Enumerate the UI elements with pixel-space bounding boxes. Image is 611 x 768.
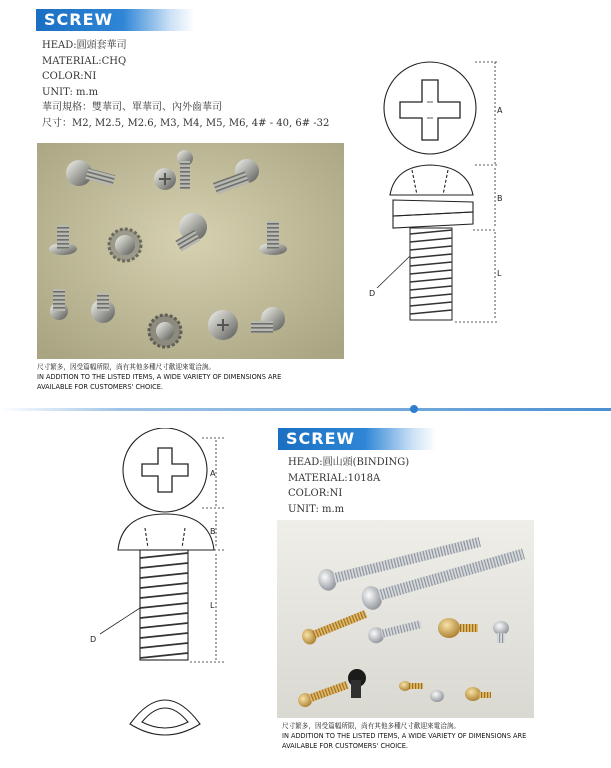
spec-washer: 華司規格：雙華司、單華司、內外齒華司 [42, 102, 222, 113]
spec2-color: COLOR:NI [288, 488, 343, 499]
section1-product-photo [37, 143, 344, 359]
caption2-en-line1: IN ADDITION TO THE LISTED ITEMS, A WIDE VARIETY OF DIMENSIONS ARE [282, 732, 527, 740]
section1-badge-label: SCREW [44, 10, 114, 29]
section2-specs [288, 455, 409, 517]
small-screw-3 [430, 690, 444, 702]
section2-badge-label: SCREW [286, 429, 356, 448]
section1-badge [36, 9, 194, 31]
section1-specs [42, 38, 329, 131]
dim-label-l2: L [210, 601, 215, 610]
section2-technical-drawing [90, 428, 250, 748]
spec-size: 尺寸：M2, M2.5, M2.6, M3, M4, M5, M6, 4# - 40, 6# -32 [42, 117, 330, 129]
spec-head: HEAD:圓頭套華司 [42, 40, 127, 51]
caption2-zh: 尺寸繁多，因受篇幅所限，尚有其他多種尺寸歡迎來電洽詢。 [282, 722, 461, 730]
caption-en-line1: IN ADDITION TO THE LISTED ITEMS, A WIDE VARIETY OF DIMENSIONS ARE [37, 373, 282, 381]
spec2-head: HEAD:圓山頭(BINDING) [288, 457, 410, 468]
dim-label-l: L [497, 269, 502, 278]
section1-caption [37, 362, 281, 392]
screw-photo-6 [109, 229, 141, 261]
dim-label-d2: D [90, 635, 97, 644]
screw-photo-12 [208, 310, 238, 340]
dim-label-a: A [497, 106, 503, 115]
divider-dot [410, 405, 418, 413]
spec2-material: MATERIAL:1018A [288, 472, 381, 484]
screw-photo-11 [149, 315, 181, 347]
dim-label-b: B [497, 194, 503, 203]
section2-product-photo [277, 520, 534, 718]
screw-photo-3 [154, 168, 176, 190]
dim-label-a2: A [210, 469, 216, 478]
spec2-unit: UNIT: m.m [288, 503, 345, 515]
spec-unit: UNIT: m.m [42, 86, 99, 98]
section1-technical-drawing [355, 40, 515, 330]
section2-caption [282, 721, 526, 751]
dim-label-b2: B [210, 527, 216, 536]
caption-zh: 尺寸繁多，因受篇幅所限，尚有其他多種尺寸歡迎來電洽詢。 [37, 363, 216, 371]
spec-material: MATERIAL:CHQ [42, 55, 127, 67]
dim-label-d: D [369, 289, 376, 298]
section2-badge [278, 428, 436, 450]
caption-en-line2: AVAILABLE FOR CUSTOMERS' CHOICE. [37, 383, 164, 391]
section-divider [0, 408, 611, 411]
caption2-en-line2: AVAILABLE FOR CUSTOMERS' CHOICE. [282, 742, 409, 750]
spec-color: COLOR:NI [42, 71, 97, 82]
